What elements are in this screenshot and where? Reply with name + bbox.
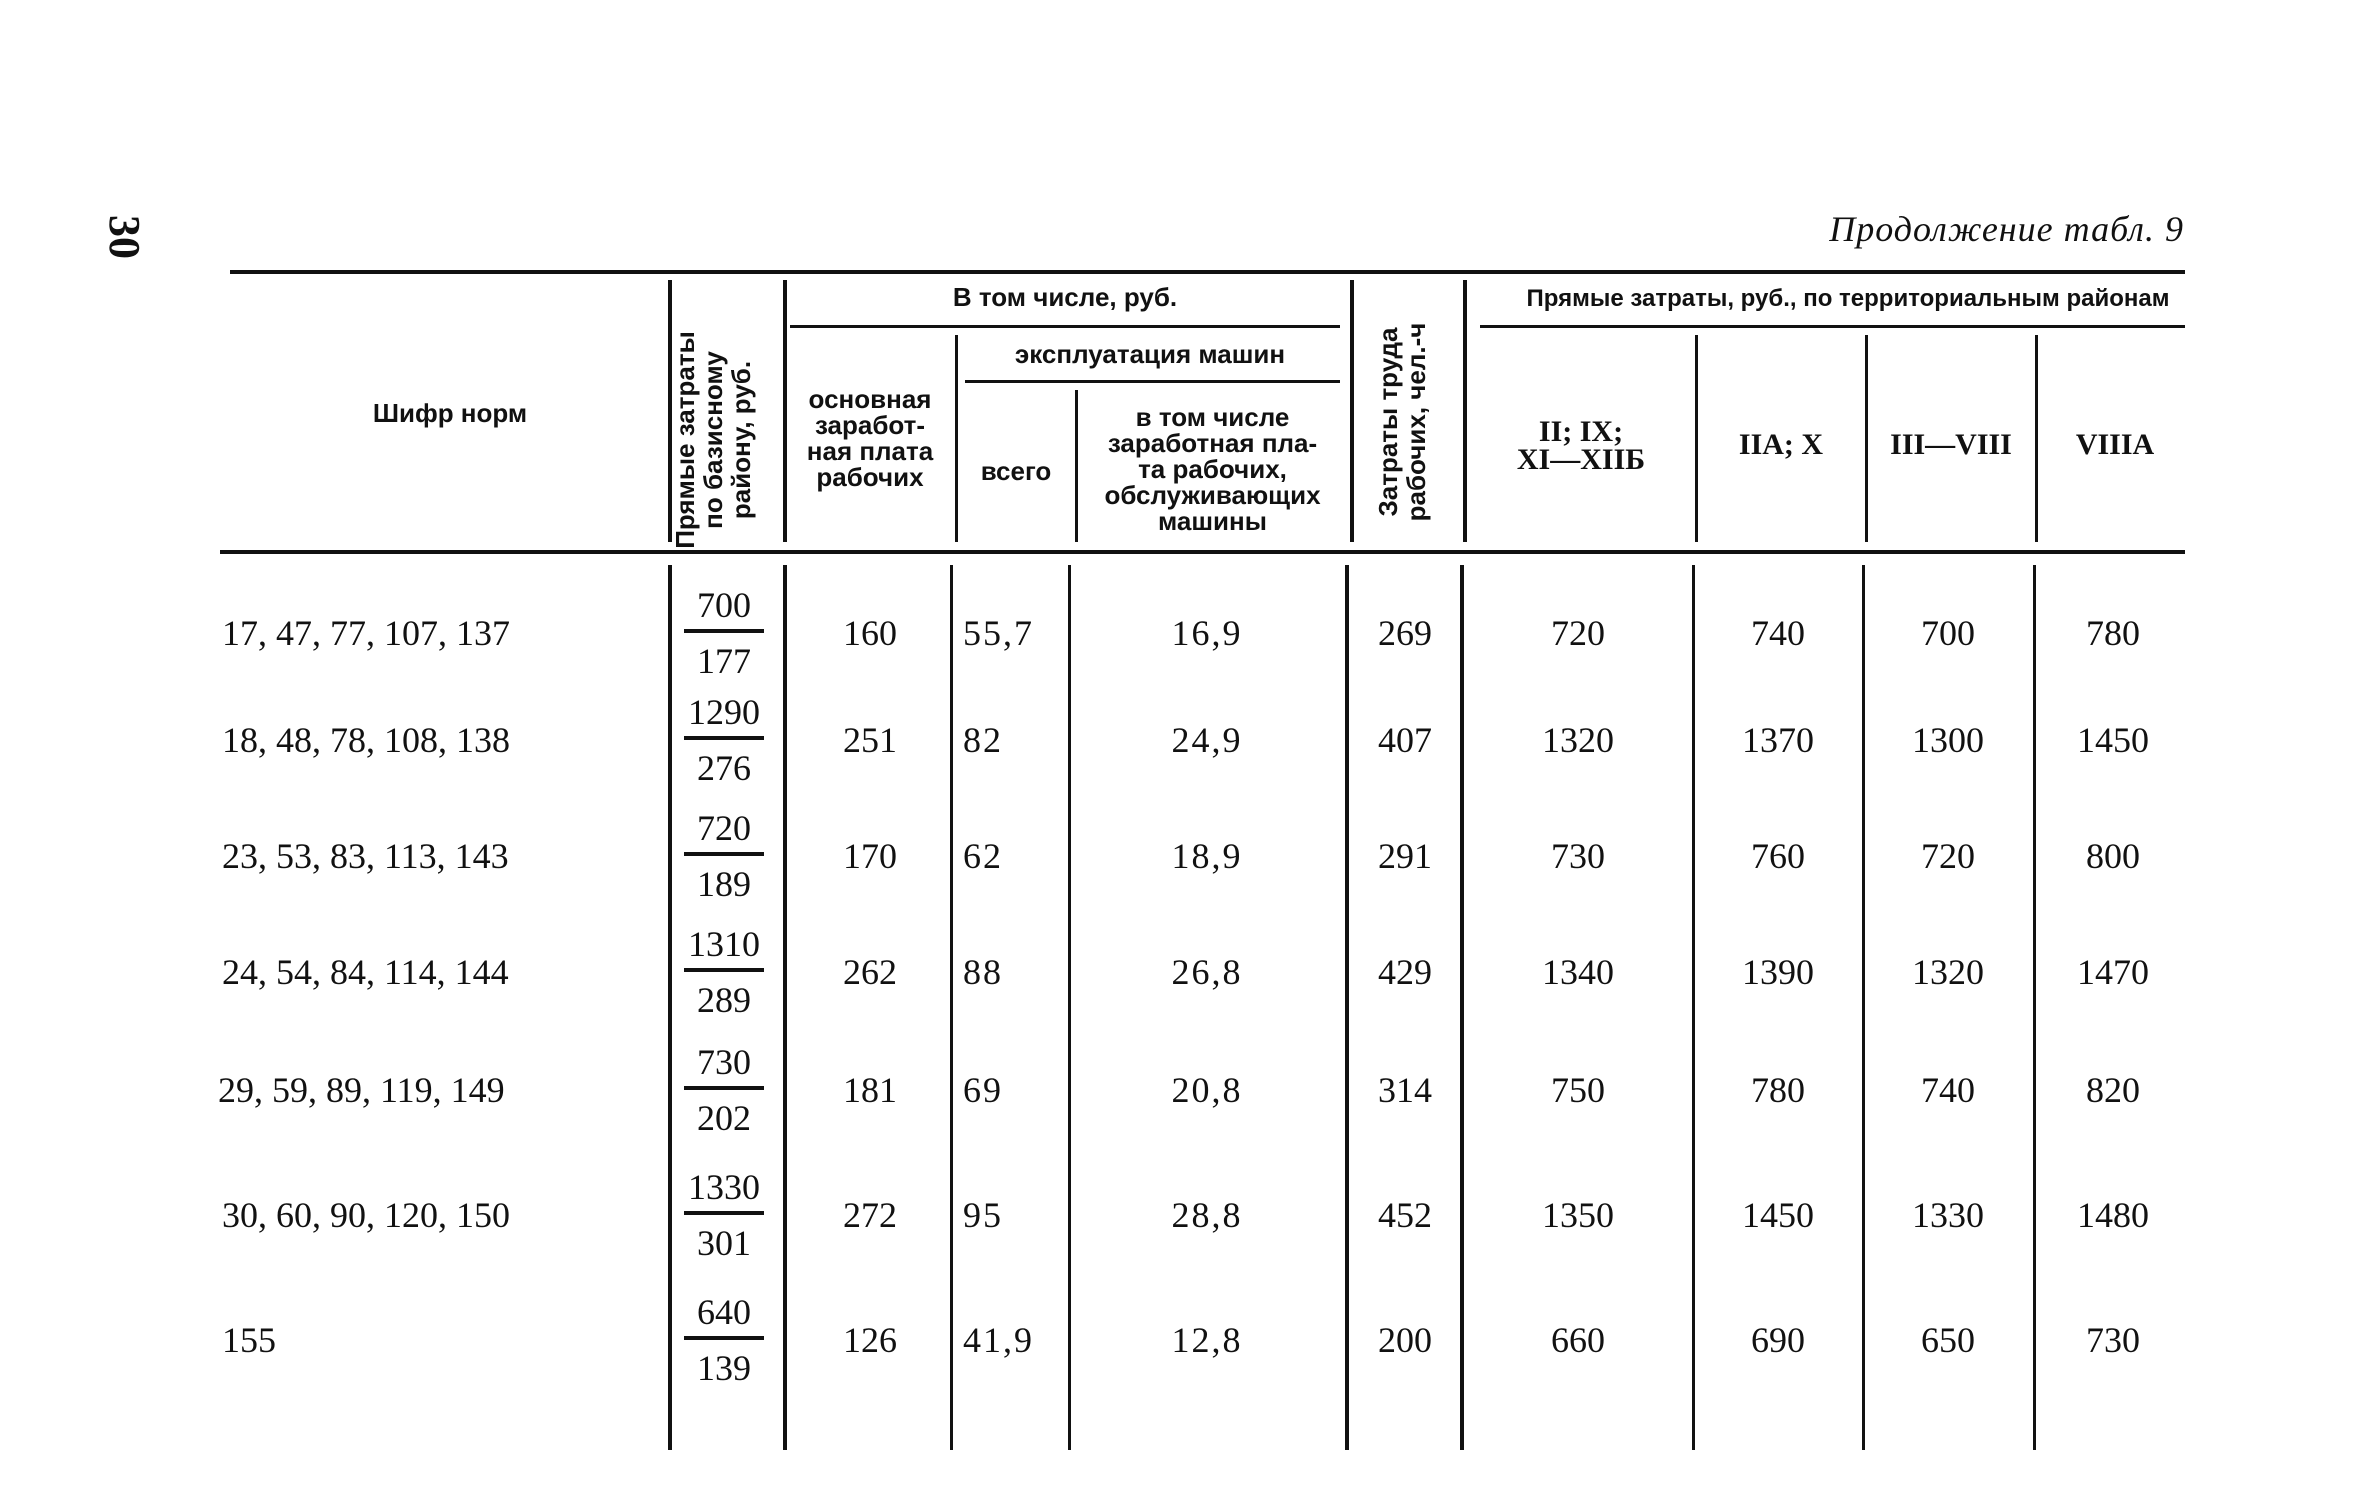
- base-cost-denominator: 289: [697, 980, 751, 1020]
- cell-region-1: 1340: [1542, 952, 1614, 992]
- cell-region-4: 1470: [2077, 952, 2149, 992]
- including-group-rule: [790, 325, 1340, 328]
- base-cost-numerator: 1310: [684, 926, 764, 972]
- cell-machines-wage: 26,8: [1171, 952, 1243, 992]
- column-divider: [1865, 335, 1868, 542]
- table-caption: Продолжение табл. 9: [1829, 209, 2184, 249]
- column-divider: [955, 335, 958, 542]
- cell-region-2: 760: [1751, 836, 1805, 876]
- column-divider: [1463, 280, 1467, 542]
- column-divider: [1350, 280, 1354, 542]
- cell-region-4: 820: [2086, 1070, 2140, 1110]
- cell-machines-wage: 20,8: [1171, 1070, 1243, 1110]
- cell-region-1: 730: [1551, 836, 1605, 876]
- cell-region-1: 720: [1551, 613, 1605, 653]
- cell-wage: 272: [843, 1195, 897, 1235]
- cell-code: 29, 59, 89, 119, 149: [218, 1070, 505, 1110]
- column-divider: [783, 565, 787, 1450]
- base-cost-denominator: 189: [697, 864, 751, 904]
- cell-code: 30, 60, 90, 120, 150: [222, 1195, 510, 1235]
- base-cost-numerator: 1290: [684, 694, 764, 740]
- base-cost-numerator: 730: [684, 1044, 764, 1090]
- cell-base-cost: [684, 810, 764, 902]
- base-cost-denominator: 276: [697, 748, 751, 788]
- cell-machines-total: 62: [963, 836, 1003, 876]
- page-number: 30: [100, 215, 149, 259]
- header-region-2: IIA; X: [1738, 428, 1824, 461]
- cell-region-2: 1370: [1742, 720, 1814, 760]
- column-divider: [1862, 565, 1865, 1450]
- cell-machines-total: 95: [963, 1195, 1003, 1235]
- cell-base-cost: [684, 587, 764, 679]
- cell-code: 17, 47, 77, 107, 137: [222, 613, 510, 653]
- cell-labor: 314: [1378, 1070, 1432, 1110]
- header-including: В том числе, руб.: [952, 282, 1178, 312]
- header-machines: эксплуатация машин: [1014, 339, 1286, 369]
- cell-region-3: 700: [1921, 613, 1975, 653]
- cell-region-3: 1320: [1912, 952, 1984, 992]
- cell-base-cost: [684, 1044, 764, 1136]
- header-bottom-rule: [220, 550, 2185, 554]
- cell-base-cost: [684, 1294, 764, 1386]
- cell-machines-wage: 12,8: [1171, 1320, 1243, 1360]
- column-divider: [783, 280, 787, 542]
- base-cost-denominator: 139: [697, 1348, 751, 1388]
- cell-labor: 269: [1378, 613, 1432, 653]
- header-region-3: III—VIII: [1890, 428, 2012, 461]
- cell-region-1: 1320: [1542, 720, 1614, 760]
- cell-region-2: 1450: [1742, 1195, 1814, 1235]
- column-divider: [1695, 335, 1698, 542]
- cell-labor: 452: [1378, 1195, 1432, 1235]
- cell-labor: 200: [1378, 1320, 1432, 1360]
- cell-region-2: 780: [1751, 1070, 1805, 1110]
- cell-region-4: 1450: [2077, 720, 2149, 760]
- machines-group-rule: [965, 380, 1340, 383]
- cell-region-2: 1390: [1742, 952, 1814, 992]
- base-cost-numerator: 1330: [684, 1169, 764, 1215]
- base-cost-numerator: 700: [684, 587, 764, 633]
- cell-machines-wage: 18,9: [1171, 836, 1243, 876]
- column-divider: [1075, 390, 1078, 542]
- base-cost-denominator: 202: [697, 1098, 751, 1138]
- cell-region-3: 720: [1921, 836, 1975, 876]
- cell-region-1: 1350: [1542, 1195, 1614, 1235]
- cell-region-4: 1480: [2077, 1195, 2149, 1235]
- cell-machines-total: 69: [963, 1070, 1003, 1110]
- base-cost-denominator: 177: [697, 641, 751, 681]
- header-region-1: II; IX; XI—XIIБ: [1516, 415, 1646, 476]
- cell-machines-total: 82: [963, 720, 1003, 760]
- header-machines-total: всего: [980, 456, 1052, 486]
- cell-wage: 251: [843, 720, 897, 760]
- base-cost-numerator: 720: [684, 810, 764, 856]
- cell-wage: 262: [843, 952, 897, 992]
- cell-region-2: 690: [1751, 1320, 1805, 1360]
- cell-base-cost: [684, 694, 764, 786]
- cell-wage: 126: [843, 1320, 897, 1360]
- column-divider: [1068, 565, 1071, 1450]
- cell-region-1: 660: [1551, 1320, 1605, 1360]
- column-divider: [1692, 565, 1695, 1450]
- cell-machines-wage: 16,9: [1171, 613, 1243, 653]
- column-divider: [2033, 565, 2036, 1450]
- regions-group-rule: [1480, 325, 2185, 328]
- table-top-rule: [230, 270, 2185, 274]
- cell-code: 24, 54, 84, 114, 144: [222, 952, 509, 992]
- cell-region-3: 1330: [1912, 1195, 1984, 1235]
- cell-machines-total: 55,7: [963, 613, 1034, 653]
- cell-machines-wage: 28,8: [1171, 1195, 1243, 1235]
- header-wage: основная заработ- ная плата рабочих: [806, 384, 934, 492]
- cell-code: 155: [222, 1320, 276, 1360]
- cell-labor: 429: [1378, 952, 1432, 992]
- base-cost-denominator: 301: [697, 1223, 751, 1263]
- cell-code: 23, 53, 83, 113, 143: [222, 836, 509, 876]
- column-divider: [950, 565, 953, 1450]
- cell-machines-total: 88: [963, 952, 1003, 992]
- cell-labor: 291: [1378, 836, 1432, 876]
- column-divider: [1345, 565, 1349, 1450]
- header-region-4: VIIIA: [2075, 428, 2155, 461]
- cell-base-cost: [684, 926, 764, 1018]
- header-base-cost: Прямые затраты по базисному району, руб.: [670, 331, 756, 549]
- cell-region-3: 650: [1921, 1320, 1975, 1360]
- header-regions: Прямые затраты, руб., по территориальным районам: [1526, 285, 2170, 312]
- cell-region-3: 1300: [1912, 720, 1984, 760]
- header-labor: Затраты труда рабочих, чел.-ч: [1373, 322, 1431, 522]
- column-divider: [1460, 565, 1464, 1450]
- cell-region-3: 740: [1921, 1070, 1975, 1110]
- cell-machines-wage: 24,9: [1171, 720, 1243, 760]
- cell-machines-total: 41,9: [963, 1320, 1034, 1360]
- cell-wage: 170: [843, 836, 897, 876]
- cell-region-2: 740: [1751, 613, 1805, 653]
- cell-code: 18, 48, 78, 108, 138: [222, 720, 510, 760]
- cell-base-cost: [684, 1169, 764, 1261]
- header-machines-wage: в том числе заработная пла- та рабочих, обслуживающих машины: [1104, 402, 1321, 536]
- cell-region-4: 730: [2086, 1320, 2140, 1360]
- cell-wage: 181: [843, 1070, 897, 1110]
- cell-wage: 160: [843, 613, 897, 653]
- cell-labor: 407: [1378, 720, 1432, 760]
- cell-region-4: 780: [2086, 613, 2140, 653]
- cell-region-4: 800: [2086, 836, 2140, 876]
- column-divider: [2035, 335, 2038, 542]
- column-divider: [668, 565, 672, 1450]
- header-code: Шифр норм: [372, 398, 528, 428]
- base-cost-numerator: 640: [684, 1294, 764, 1340]
- cell-region-1: 750: [1551, 1070, 1605, 1110]
